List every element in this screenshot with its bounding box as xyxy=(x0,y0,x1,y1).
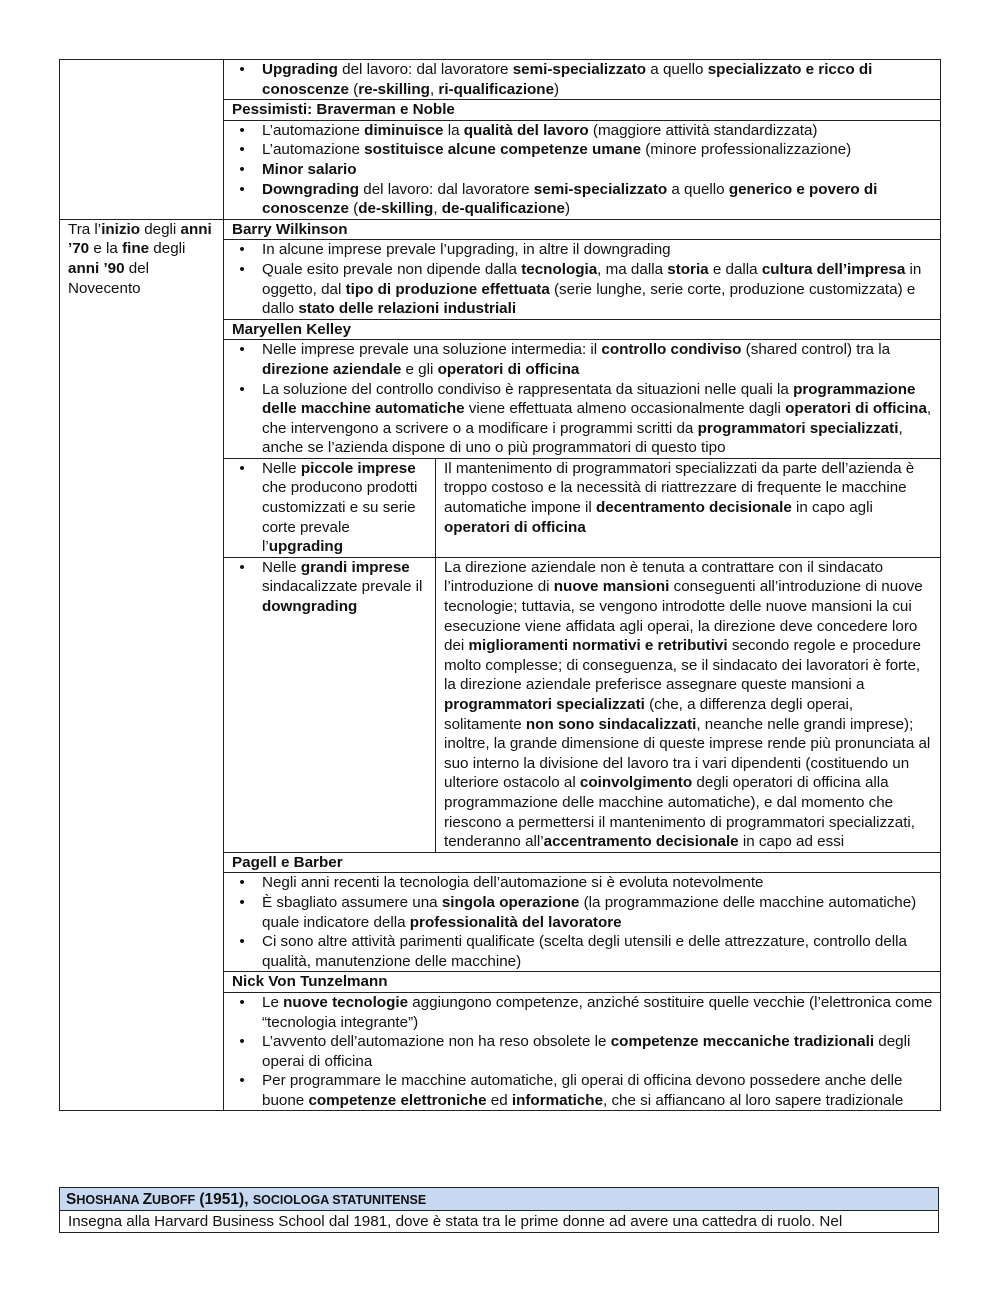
list-item: • Ci sono altre attività parimenti qualificate (scelta degli utensili e delle attrezzature, controllo della qualità, manutenzione delle macchine) xyxy=(262,932,935,971)
split-left xyxy=(224,558,436,852)
list-item: • Le nuove tecnologie aggiungono competenze, anziché sostituire quelle vecchie (l’elettronica come “tecnologia integrante”) xyxy=(262,993,935,1032)
period-cell xyxy=(60,60,224,220)
list-item: • La soluzione del controllo condiviso è rappresentata da situazioni nelle quali la programmazione delle macchine automatiche viene effettuata almeno occasionalmente dagli operatori di officina, che intervengono a scrivere o a modificare i programmi scritti da programmatori specializzati, anche se l’azienda dispone di uno o più programmatori di questo tipo xyxy=(262,380,935,458)
bullet-list-cell xyxy=(224,340,941,459)
content-table xyxy=(59,59,941,1111)
list-item: • Per programmare le macchine automatiche, gli operai di officina devono possedere anche delle buone competenze elettroniche ed informatiche, che si affiancano al loro sapere tradizionale xyxy=(262,1071,935,1110)
author-header: Pagell e Barber xyxy=(224,852,941,873)
list-item: • L’avvento dell’automazione non ha reso obsolete le competenze meccaniche tradizionali degli operai di officina xyxy=(262,1032,935,1071)
author-header: Nick Von Tunzelmann xyxy=(224,972,941,993)
section-title: SHOSHANA ZUBOFF (1951), SOCIOLOGA STATUNITENSE xyxy=(59,1187,939,1211)
list-item: • Nelle imprese prevale una soluzione intermedia: il controllo condiviso (shared control) tra la direzione aziendale e gli operatori di officina xyxy=(262,340,935,379)
bullet-list-cell xyxy=(224,873,941,972)
bullet-list-cell xyxy=(224,992,941,1111)
split-right: Il mantenimento di programmatori specializzati da parte dell’azienda è troppo costoso e la necessità di riattrezzare di frequente le macchine automatiche impone il decentramento decisionale in capo agli operatori di officina xyxy=(444,459,915,536)
period-cell: Tra l’inizio degli anni ’70 e la fine degli anni ’90 del Novecento xyxy=(60,219,224,1111)
author-header: Barry Wilkinson xyxy=(224,219,941,240)
list-item: • L’automazione sostituisce alcune competenze umane (minore professionalizzazione) xyxy=(262,140,935,160)
split-right: La direzione aziendale non è tenuta a contrattare con il sindacato l’introduzione di nuove mansioni conseguenti all’introduzione di nuove tecnologie; tuttavia, se vengono introdotte delle nuove mansioni la cui esecuzione viene affidata agli operai, la direzione deve concedere loro dei miglioramenti normativi e retributivi secondo regole e procedure molto complesse; di conseguenza, se il sindacato dei lavoratori è forte, la direzione aziendale preferisce assegnare queste mansioni a programmatori specializzati (che, a differenza degli operai, solitamente non sono sindacalizzati, neanche nelle grandi imprese); inoltre, la grande dimensione di queste imprese rende più pronunciata al suo interno la divisione del lavoro tra i vari dipendenti (costituendo un ulteriore ostacolo al coinvolgimento degli operatori di officina alla programmazione delle macchine automatiche), e dal momento che riescono a permettersi il mantenimento di programmatori specializzati, tenderanno all’accentramento decisionale in capo ad essi xyxy=(444,558,931,851)
split-cell xyxy=(224,557,941,852)
list-item: • Upgrading del lavoro: dal lavoratore semi-specializzato a quello specializzato e ricco di conoscenze (re-skilling, ri-qualificazione) xyxy=(262,60,935,99)
list-item: • Negli anni recenti la tecnologia dell’automazione si è evoluta notevolmente xyxy=(262,873,935,893)
author-header: Pessimisti: Braverman e Noble xyxy=(224,100,941,121)
bullet-list-cell xyxy=(224,60,941,100)
split-cell xyxy=(224,458,941,557)
list-item: • Minor salario xyxy=(262,160,935,180)
list-item: • Quale esito prevale non dipende dalla tecnologia, ma dalla storia e dalla cultura dell’impresa in oggetto, dal tipo di produzione effettuata (serie lunghe, serie corte, produzione customizzata) e dallo stato delle relazioni industriali xyxy=(262,260,935,319)
list-item: • Downgrading del lavoro: dal lavoratore semi-specializzato a quello generico e povero di conoscenze (de-skilling, de-qualificazione) xyxy=(262,180,935,219)
author-header: Maryellen Kelley xyxy=(224,319,941,340)
list-item: • Nelle piccole imprese che producono prodotti customizzati e su serie corte prevale l’upgrading xyxy=(262,459,431,557)
bullet-list-cell xyxy=(224,120,941,219)
list-item: • È sbagliato assumere una singola operazione (la programmazione delle macchine automatiche) quale indicatore della professionalità del lavoratore xyxy=(262,893,935,932)
section-body: Insegna alla Harvard Business School dal 1981, dove è stata tra le prime donne ad avere una cattedra di ruolo. Nel xyxy=(59,1211,939,1233)
list-item: • Nelle grandi imprese sindacalizzate prevale il downgrading xyxy=(262,558,431,617)
bullet-list-cell xyxy=(224,240,941,319)
split-left xyxy=(224,459,436,557)
list-item: • In alcune imprese prevale l’upgrading, in altre il downgrading xyxy=(262,240,935,260)
list-item: • L’automazione diminuisce la qualità del lavoro (maggiore attività standardizzata) xyxy=(262,121,935,141)
